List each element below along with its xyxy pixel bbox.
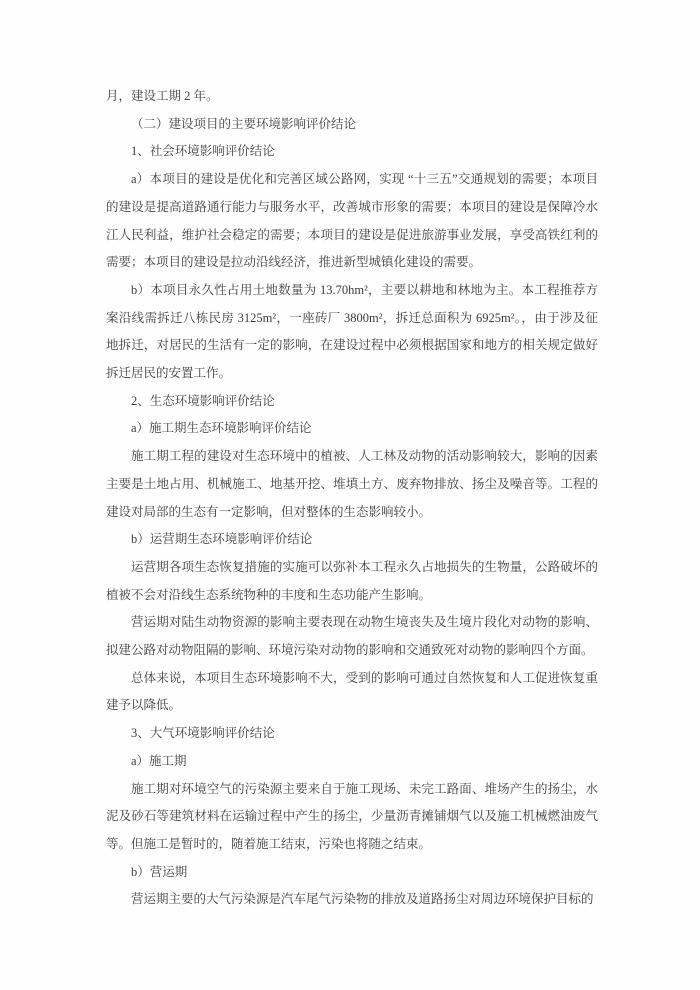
section-heading: （二）建设项目的主要环境影响评价结论 — [131, 116, 357, 131]
paragraph: a）本项目的建设是优化和完善区域公路网，实现 “十三五”交通规划的需要；本项目的建设是提高道路通行能力与服务水平，改善城市形象的需要；本项目的建设是保障冷水江人民利益，维护社会稳定的需要；本项目的建设是促进旅游事业发展，享受高铁红利的需要；本项目的建设是拉动沿线经济，推进新型城镇化建设的需要。 — [106, 172, 598, 270]
sub-item-heading: b）营运期 — [131, 864, 188, 879]
paragraph: 总体来说，本项目生态环境影响不大，受到的影响可通过自然恢复和人工促进恢复重建予以降低。 — [106, 670, 598, 713]
continuation-line: 月，建设工期 2 年。 — [106, 89, 219, 103]
paragraph: 营运期对陆生动物资源的影响主要表现在动物生境丧失及生境片段化对动物的影响、拟建公路对动物阻隔的影响、环境污染对动物的影响和交通致死对动物的影响四个方面。 — [106, 615, 598, 658]
sub-item-heading: a）施工期生态环境影响评价结论 — [131, 421, 312, 436]
paragraph: b）本项目永久性占用土地数量为 13.70hm²，主要以耕地和林地为主。本工程推荐方案沿线需拆迁八栋民房 3125m²，一座砖厂 3800m²，拆迁总面积为 6925m²。，由于涉及征地拆迁，对居民的生活有一定的影响，在建设过程中必须根据国家和地方的相关规定做好拆迁居民的安置工作。 — [106, 282, 598, 381]
subsection-heading: 1、社会环境影响评价结论 — [131, 144, 275, 159]
paragraph: 施工期工程的建设对生态环境中的植被、人工林及动物的活动影响较大，影响的因素主要是土地占用、机械施工、地基开挖、堆填土方、废弃物排放、扬尘及噪音等。工程的建设对局部的生态有一定影响，但对整体的生态影响较小。 — [106, 449, 598, 519]
subsection-heading: 3、大气环境影响评价结论 — [131, 726, 275, 741]
paragraph: 施工期对环境空气的污染源主要来自于施工现场、未完工路面、堆场产生的扬尘，水泥及砂石等建筑材料在运输过程中产生的扬尘，少量沥青摊铺烟气以及施工机械燃油废气等。但施工是暂时的，随着施工结束，污染也将随之结束。 — [106, 781, 598, 851]
paragraph: 运营期各项生态恢复措施的实施可以弥补本工程永久占地损失的生物量，公路破坏的植被不会对沿线生态系统物种的丰度和生态功能产生影响。 — [106, 559, 598, 602]
sub-item-heading: b）运营期生态环境影响评价结论 — [131, 532, 313, 547]
document-text-column — [106, 83, 598, 914]
sub-item-heading: a）施工期 — [131, 753, 187, 768]
paragraph: 营运期主要的大气污染源是汽车尾气污染物的排放及道路扬尘对周边环境保护目标的 — [131, 892, 594, 907]
subsection-heading: 2、生态环境影响评价结论 — [131, 393, 275, 408]
